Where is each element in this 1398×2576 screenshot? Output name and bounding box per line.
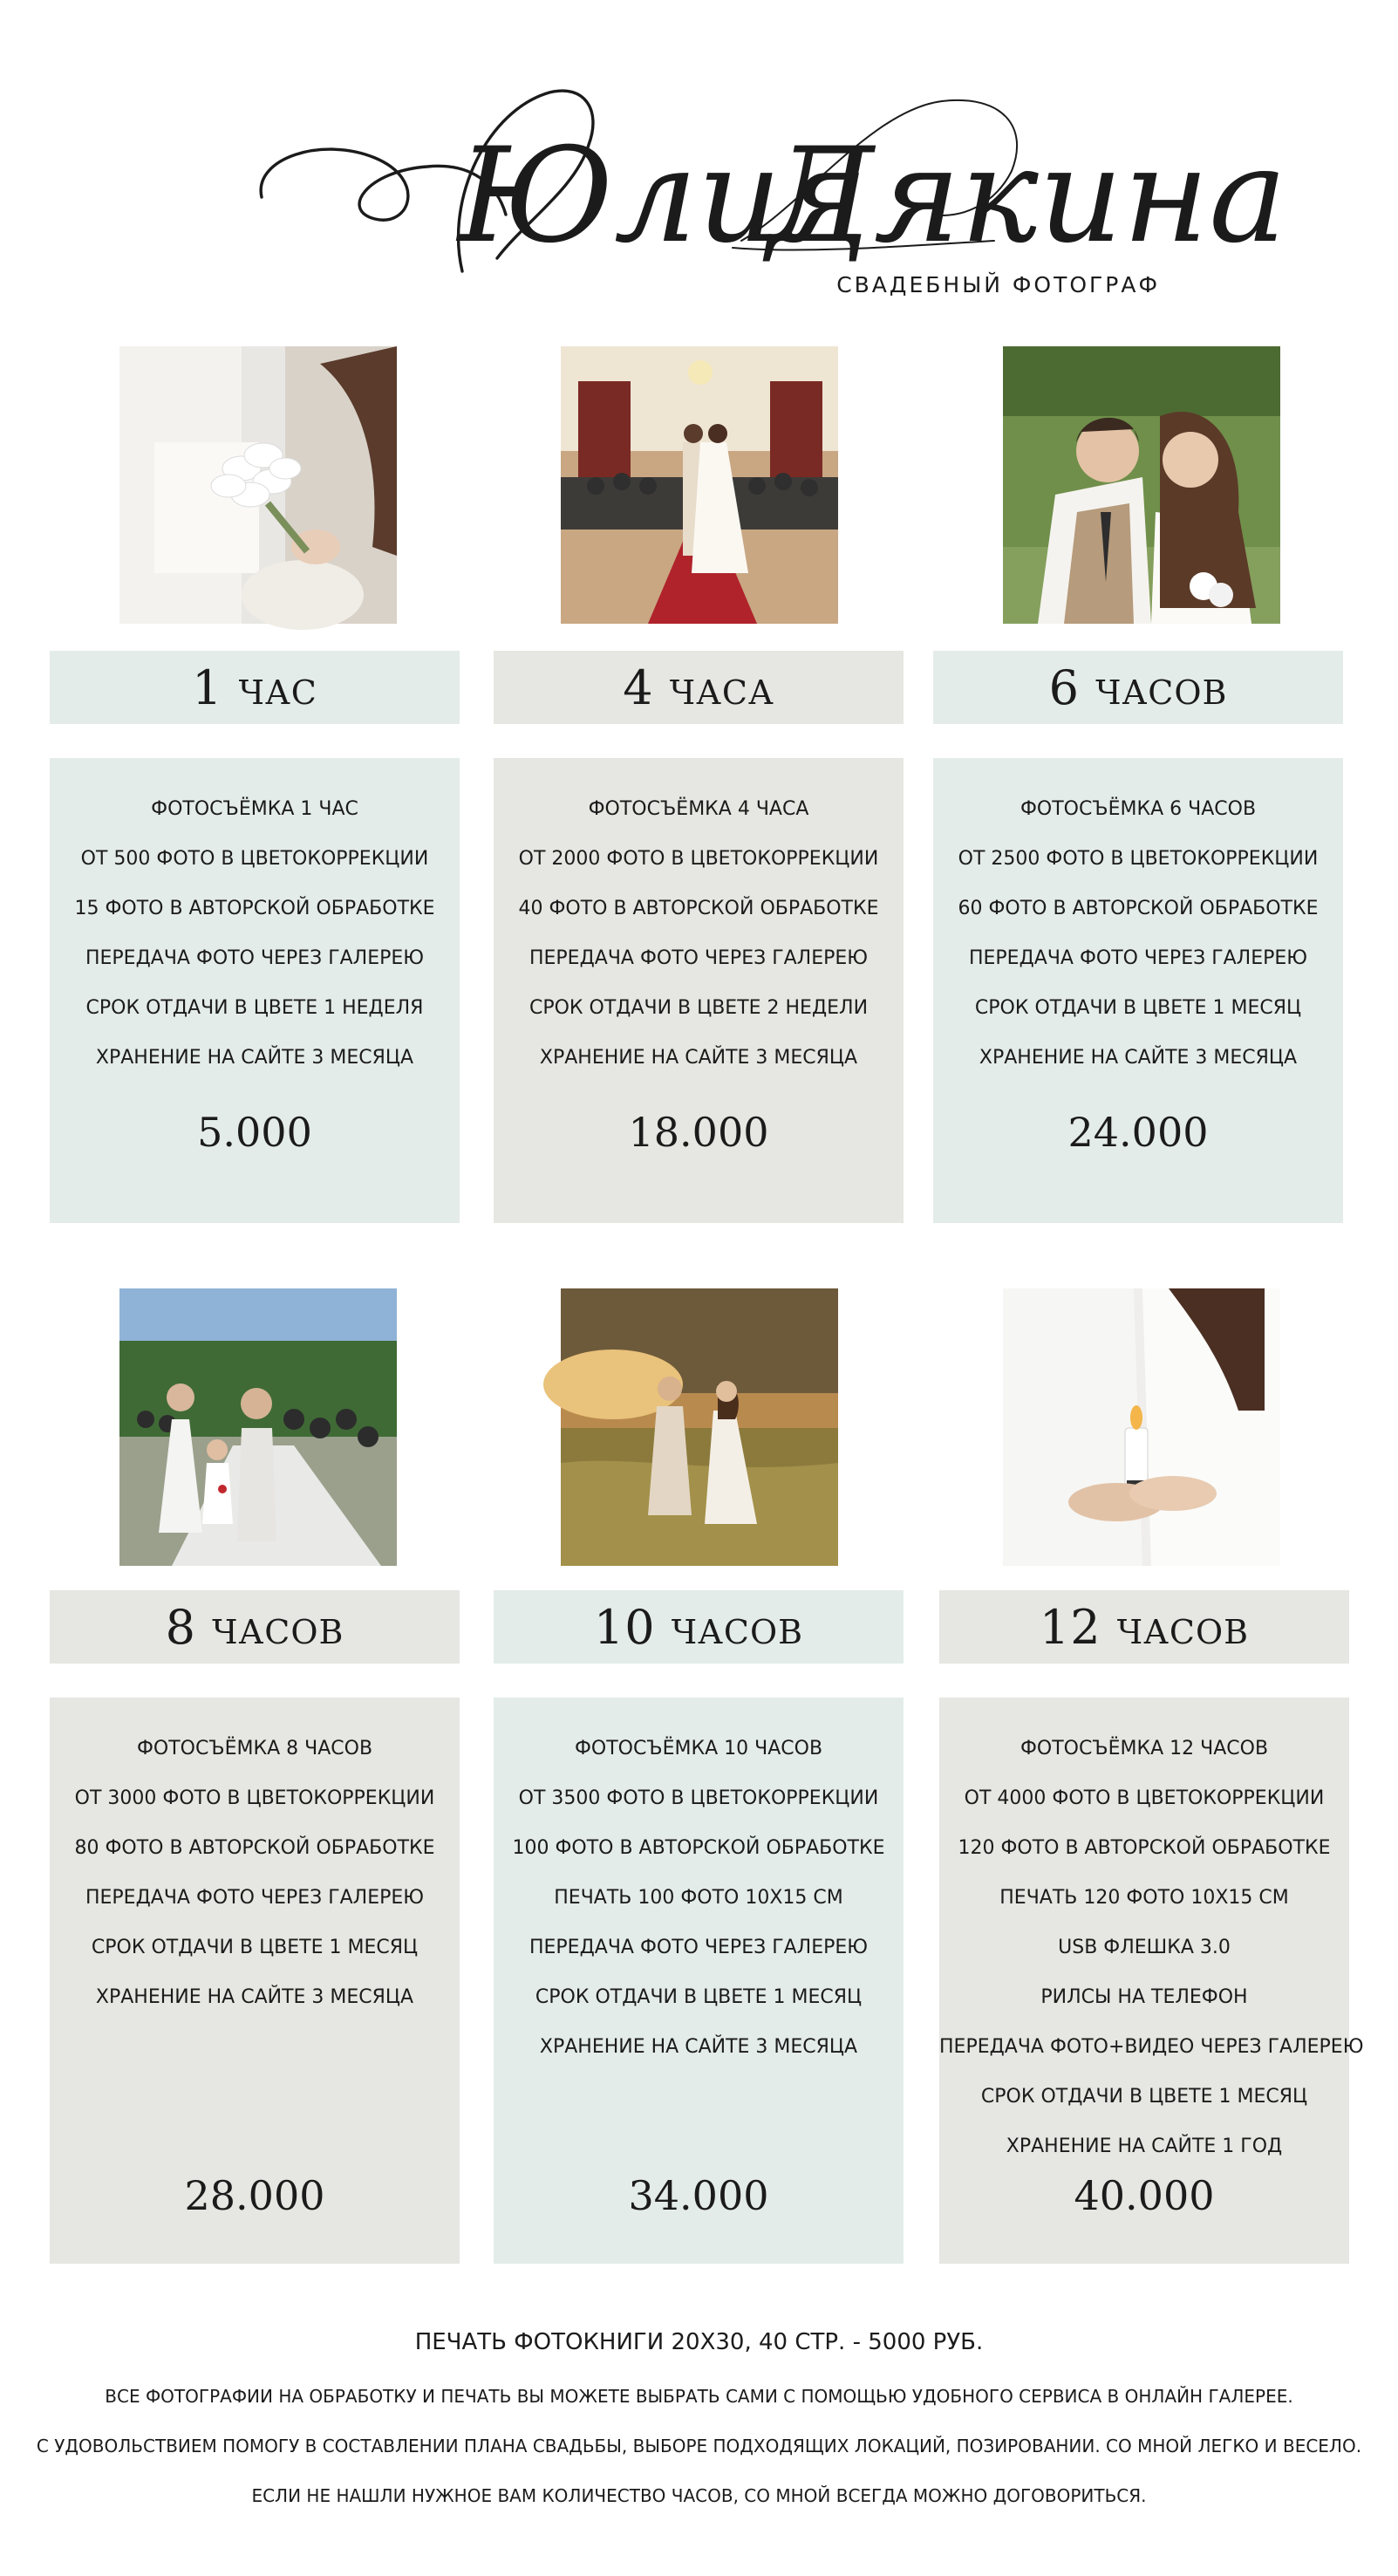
package-3-price: 24.000 — [1067, 1109, 1209, 1156]
logo-name-last: Дякина — [767, 120, 1287, 272]
package-3-feature: СРОК ОТДАЧИ В ЦВЕТЕ 1 МЕСЯЦ — [974, 997, 1302, 1019]
package-4-feature: ХРАНЕНИЕ НА САЙТЕ 3 МЕСЯЦА — [95, 1986, 414, 2008]
footer-note: ВСЕ ФОТОГРАФИИ НА ОБРАБОТКУ И ПЕЧАТЬ ВЫ МОЖЕТЕ ВЫБРАТЬ САМИ С ПОМОЩЬЮ УДОБНОГО СЕРВИСА В ОНЛАЙН ГАЛЕРЕЕ. — [105, 2386, 1293, 2407]
package-3-feature: ФОТОСЪЁМКА 6 ЧАСОВ — [1020, 798, 1257, 820]
package-3-title: 6 часов — [1048, 659, 1228, 715]
package-1-feature: СРОК ОТДАЧИ В ЦВЕТЕ 1 НЕДЕЛЯ — [85, 997, 424, 1019]
package-3-card — [933, 758, 1343, 1223]
package-6-feature: ПЕРЕДАЧА ФОТО+ВИДЕО ЧЕРЕЗ ГАЛЕРЕЮ — [939, 2036, 1364, 2058]
package-2-feature: СРОК ОТДАЧИ В ЦВЕТЕ 2 НЕДЕЛИ — [529, 997, 869, 1019]
package-5-feature: СРОК ОТДАЧИ В ЦВЕТЕ 1 МЕСЯЦ — [535, 1986, 863, 2008]
package-6-feature: СРОК ОТДАЧИ В ЦВЕТЕ 1 МЕСЯЦ — [980, 2086, 1308, 2108]
brand-subtitle: СВАДЕБНЫЙ ФОТОГРАФ — [836, 272, 1160, 297]
wedding-walkway-guests-photo — [119, 1288, 397, 1566]
package-5-header — [494, 1590, 904, 1664]
package-1-title: 1 час — [192, 659, 317, 715]
package-2-feature: ХРАНЕНИЕ НА САЙТЕ 3 МЕСЯЦА — [539, 1047, 858, 1069]
package-5-feature: ПЕЧАТЬ 100 ФОТО 10Х15 СМ — [554, 1887, 843, 1909]
package-6-header — [939, 1590, 1349, 1664]
package-2-feature: ФОТОСЪЁМКА 4 ЧАСА — [588, 798, 809, 820]
package-6-feature: ФОТОСЪЁМКА 12 ЧАСОВ — [1020, 1738, 1269, 1759]
package-6-feature: РИЛСЫ НА ТЕЛЕФОН — [1040, 1986, 1248, 2008]
package-2-card — [494, 758, 904, 1223]
package-4-feature: 80 ФОТО В АВТОРСКОЙ ОБРАБОТКЕ — [74, 1837, 435, 1859]
photobook-offer: ПЕЧАТЬ ФОТОКНИГИ 20Х30, 40 СТР. - 5000 РУБ. — [414, 2329, 984, 2355]
hands-candle-photo — [1003, 1288, 1280, 1566]
package-5-feature: ОТ 3500 ФОТО В ЦВЕТОКОРРЕКЦИИ — [518, 1787, 879, 1809]
package-3-feature: ПЕРЕДАЧА ФОТО ЧЕРЕЗ ГАЛЕРЕЮ — [968, 947, 1308, 969]
package-6-feature: ОТ 4000 ФОТО В ЦВЕТОКОРРЕКЦИИ — [964, 1787, 1325, 1809]
package-4-feature: ФОТОСЪЁМКА 8 ЧАСОВ — [136, 1738, 373, 1759]
package-6-feature: ХРАНЕНИЕ НА САЙТЕ 1 ГОД — [1006, 2135, 1283, 2157]
package-5-title: 10 часов — [593, 1599, 804, 1655]
package-2-feature: ОТ 2000 ФОТО В ЦВЕТОКОРРЕКЦИИ — [518, 848, 879, 870]
package-5-feature: ПЕРЕДАЧА ФОТО ЧЕРЕЗ ГАЛЕРЕЮ — [529, 1937, 869, 1958]
package-4-feature: СРОК ОТДАЧИ В ЦВЕТЕ 1 МЕСЯЦ — [91, 1937, 419, 1958]
package-2-feature: ПЕРЕДАЧА ФОТО ЧЕРЕЗ ГАЛЕРЕЮ — [529, 947, 869, 969]
couple-sunset-field-photo — [561, 1288, 838, 1566]
package-6-price: 40.000 — [1074, 2172, 1215, 2219]
package-4-feature: ПЕРЕДАЧА ФОТО ЧЕРЕЗ ГАЛЕРЕЮ — [85, 1887, 425, 1909]
footer-note: С УДОВОЛЬСТВИЕМ ПОМОГУ В СОСТАВЛЕНИИ ПЛАНА СВАДЬБЫ, ВЫБОРЕ ПОДХОДЯЩИХ ЛОКАЦИЙ, ПОЗИРОВАНИИ. СО МНОЙ ЛЕГКО И ВЕСЕЛО. — [36, 2436, 1362, 2456]
couple-outdoor-portrait-photo — [1003, 346, 1280, 624]
package-6-feature: USB ФЛЕШКА 3.0 — [1058, 1937, 1231, 1958]
package-6-card — [939, 1698, 1364, 2264]
package-2-price: 18.000 — [628, 1109, 769, 1156]
package-2-title: 4 часа — [623, 659, 774, 715]
package-3-feature: 60 ФОТО В АВТОРСКОЙ ОБРАБОТКЕ — [958, 898, 1319, 919]
package-1-feature: ОТ 500 ФОТО В ЦВЕТОКОРРЕКЦИИ — [80, 848, 429, 870]
package-4-card — [50, 1698, 460, 2264]
package-1-feature: ФОТОСЪЁМКА 1 ЧАС — [151, 798, 358, 820]
package-2-header — [494, 651, 904, 724]
package-4-feature: ОТ 3000 ФОТО В ЦВЕТОКОРРЕКЦИИ — [74, 1787, 435, 1809]
package-3-feature: ХРАНЕНИЕ НА САЙТЕ 3 МЕСЯЦА — [979, 1047, 1298, 1069]
package-5-feature: ФОТОСЪЁМКА 10 ЧАСОВ — [574, 1738, 823, 1759]
package-5-price: 34.000 — [628, 2172, 769, 2219]
package-3-feature: ОТ 2500 ФОТО В ЦВЕТОКОРРЕКЦИИ — [958, 848, 1319, 870]
package-4-price: 28.000 — [184, 2172, 325, 2219]
package-1-card — [50, 758, 460, 1223]
package-1-price: 5.000 — [197, 1109, 312, 1156]
bride-bouquet-photo — [119, 346, 397, 624]
package-1-feature: ХРАНЕНИЕ НА САЙТЕ 3 МЕСЯЦА — [95, 1047, 414, 1069]
package-6-feature: ПЕЧАТЬ 120 ФОТО 10Х15 СМ — [999, 1887, 1289, 1909]
footer-note: ЕСЛИ НЕ НАШЛИ НУЖНОЕ ВАМ КОЛИЧЕСТВО ЧАСОВ, СО МНОЙ ВСЕГДА МОЖНО ДОГОВОРИТЬСЯ. — [251, 2485, 1147, 2506]
package-1-feature: ПЕРЕДАЧА ФОТО ЧЕРЕЗ ГАЛЕРЕЮ — [85, 947, 425, 969]
package-5-card — [494, 1698, 904, 2264]
package-4-title: 8 часов — [165, 1599, 344, 1655]
wedding-ceremony-hall-photo — [561, 346, 838, 624]
package-6-title: 12 часов — [1039, 1599, 1250, 1655]
package-6-feature: 120 ФОТО В АВТОРСКОЙ ОБРАБОТКЕ — [958, 1837, 1331, 1859]
package-5-feature: 100 ФОТО В АВТОРСКОЙ ОБРАБОТКЕ — [512, 1837, 885, 1859]
package-3-header — [933, 651, 1343, 724]
package-4-header — [50, 1590, 460, 1664]
package-5-feature: ХРАНЕНИЕ НА САЙТЕ 3 МЕСЯЦА — [539, 2036, 858, 2058]
package-1-header — [50, 651, 460, 724]
package-2-feature: 40 ФОТО В АВТОРСКОЙ ОБРАБОТКЕ — [518, 898, 879, 919]
logo-name-first: Юлия — [458, 120, 869, 272]
package-1-feature: 15 ФОТО В АВТОРСКОЙ ОБРАБОТКЕ — [74, 898, 435, 919]
